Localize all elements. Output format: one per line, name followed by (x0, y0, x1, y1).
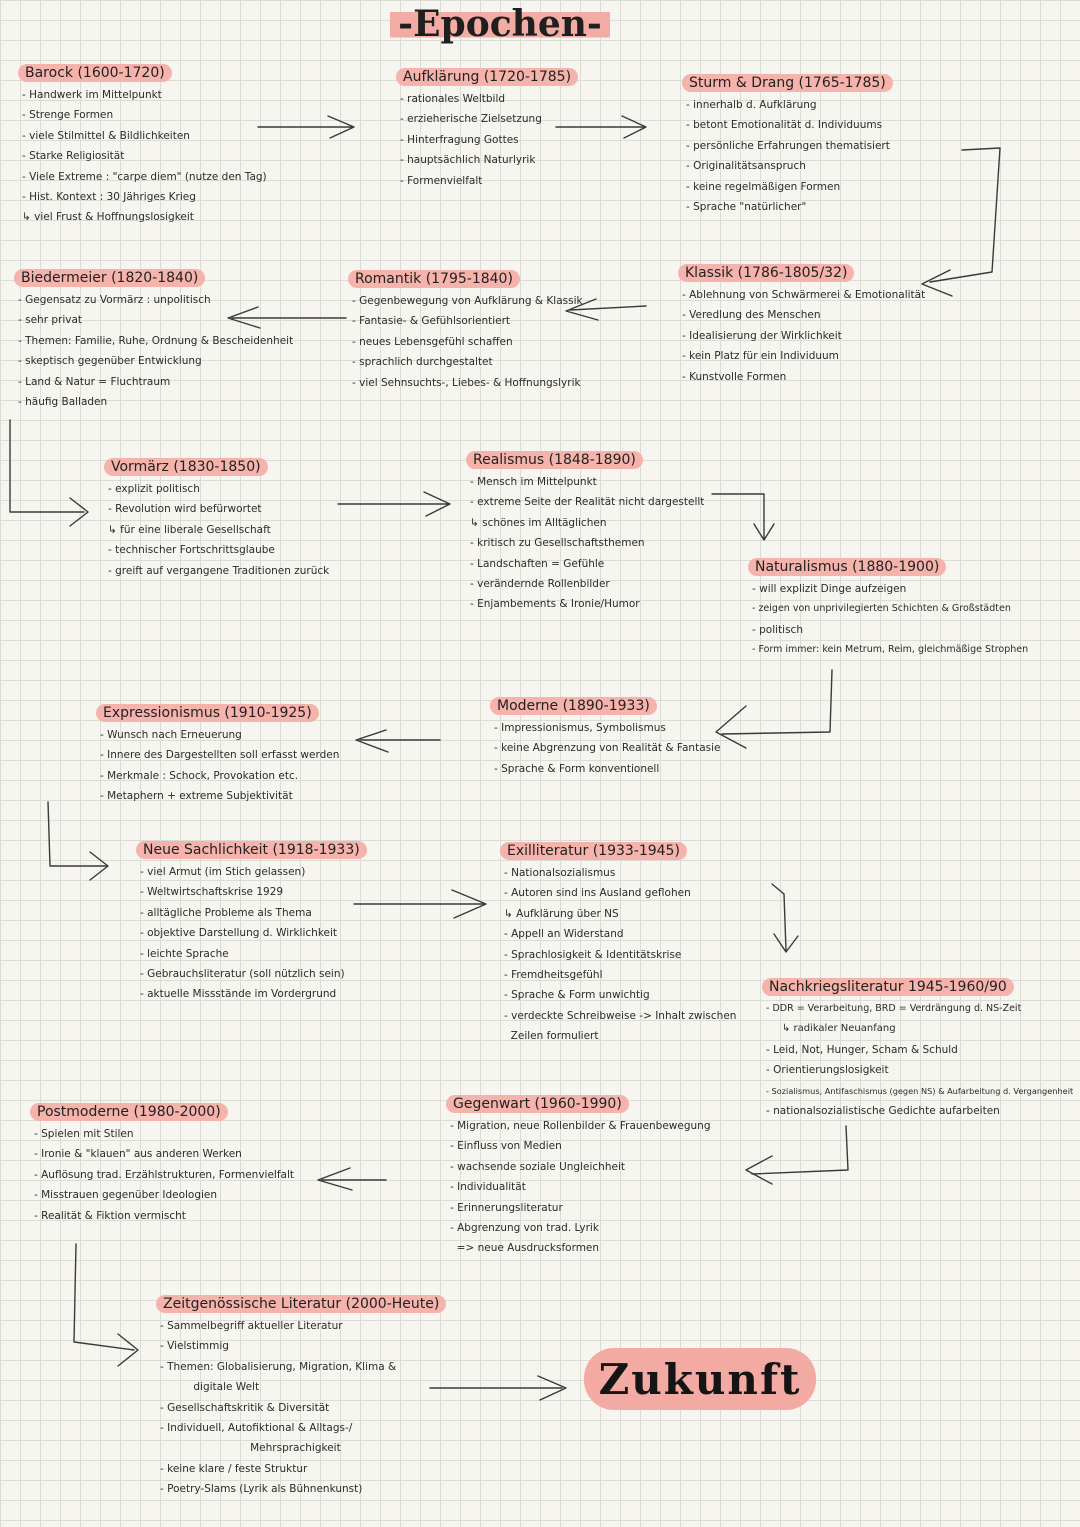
list-item: - zeigen von unprivilegierten Schichten & Großstädten (752, 603, 1011, 615)
epoch-exilliteratur (504, 840, 736, 1047)
epoch-title: Neue Sachlichkeit (1918-1933) (136, 841, 367, 859)
list-item: - persönliche Erfahrungen thematisiert (686, 139, 890, 152)
list-item: - Sozialismus, Antifaschismus (gegen NS) & Aufarbeitung d. Vergangenheit (766, 1085, 1074, 1096)
list-item: - erzieherische Zielsetzung (400, 113, 542, 126)
arrow-neue-sachlichkeit-to-exil (354, 890, 486, 918)
epoch-vormaerz (108, 456, 329, 581)
epoch-items (100, 725, 339, 807)
arrow-realismus-to-naturalismus (712, 494, 774, 540)
list-item: - leichte Sprache (140, 947, 229, 960)
epoch-title: Barock (1600-1720) (18, 64, 172, 82)
list-item: - keine Abgrenzung von Realität & Fantasie (494, 742, 721, 755)
list-item: - keine klare / feste Struktur (160, 1462, 308, 1475)
epoch-realismus (470, 449, 704, 615)
list-item: - technischer Fortschrittsglaube (108, 544, 275, 557)
epoch-neue-sachlichkeit (140, 839, 367, 1005)
epoch-title: Realismus (1848-1890) (466, 451, 643, 469)
list-item: - Landschaften = Gefühle (470, 557, 605, 570)
list-item: - will explizit Dinge aufzeigen (752, 583, 907, 595)
epoch-sturm-und-drang (686, 72, 893, 217)
epoch-title: Expressionismus (1910-1925) (96, 704, 319, 722)
epoch-title: Klassik (1786-1805/32) (678, 264, 854, 282)
list-item: - Spielen mit Stilen (34, 1128, 134, 1140)
list-item: - hauptsächlich Naturlyrik (400, 154, 536, 167)
epoch-items (18, 290, 293, 412)
list-item: - Enjambements & Ironie/Humor (470, 598, 640, 611)
list-item: ↳ viel Frust & Hoffnungslosigkeit (22, 211, 194, 224)
list-item: ↳ für eine liberale Gesellschaft (108, 523, 271, 536)
epoch-title: Romantik (1795-1840) (348, 270, 520, 288)
epoch-items (160, 1316, 446, 1500)
epoch-items (766, 999, 1073, 1121)
list-item: - Abgrenzung von trad. Lyrik (450, 1222, 599, 1235)
list-item: - Sprache "natürlicher" (686, 201, 807, 214)
list-item: => neue Ausdrucksformen (450, 1242, 600, 1255)
epoch-items (682, 285, 925, 387)
arrow-barock-to-aufklaerung (258, 116, 354, 138)
list-item: - Fantasie- & Gefühlsorientiert (352, 315, 511, 328)
epoch-title: Nachkriegsliteratur 1945-1960/90 (762, 978, 1014, 996)
epoch-title: Naturalismus (1880-1900) (748, 558, 946, 576)
list-item: - aktuelle Missstände im Vordergrund (140, 988, 337, 1001)
epoch-title: Exilliteratur (1933-1945) (500, 842, 687, 860)
list-item: - Form immer: kein Metrum, Reim, gleichmäßige Strophen (752, 644, 1029, 656)
list-item: - Nationalsozialismus (504, 867, 616, 879)
list-item: - Gebrauchsliteratur (soll nützlich sein) (140, 968, 345, 981)
list-item: - Themen: Familie, Ruhe, Ordnung & Bescheidenheit (18, 334, 294, 347)
epoch-postmoderne (34, 1101, 294, 1226)
list-item: - Originalitätsanspruch (686, 160, 806, 173)
list-item: - Metaphern + extreme Subjektivität (100, 790, 293, 803)
arrow-expressionismus-to-neue-sachlichkeit (48, 802, 108, 880)
epoch-items (494, 718, 720, 779)
epoch-gegenwart (450, 1093, 711, 1259)
list-item: Zeilen formuliert (504, 1030, 599, 1043)
list-item: - Individuell, Autofiktional & Alltags-/ (160, 1422, 353, 1435)
list-item: - verändernde Rollenbilder (470, 578, 610, 591)
list-item: - kein Platz für ein Individuum (682, 350, 839, 363)
epoch-biedermeier (18, 267, 293, 412)
list-item: - Idealisierung der Wirklichkeit (682, 329, 842, 342)
list-item: - Gegenbewegung von Aufklärung & Klassik (352, 295, 583, 307)
list-item: Mehrsprachigkeit (160, 1442, 341, 1455)
epoch-naturalismus (752, 556, 1028, 661)
list-item: - Migration, neue Rollenbilder & Frauenbewegung (450, 1120, 711, 1132)
epoch-items (352, 291, 583, 393)
list-item: - Sammelbegriff aktueller Literatur (160, 1320, 343, 1332)
list-item: - verdeckte Schreibweise -> Inhalt zwischen (504, 1009, 737, 1022)
list-item: - Sprache & Form unwichtig (504, 989, 650, 1002)
epoch-title: Gegenwart (1960-1990) (446, 1095, 629, 1113)
list-item: - greift auf vergangene Traditionen zurück (108, 564, 330, 577)
epoch-title: Zeitgenössische Literatur (2000-Heute) (156, 1295, 446, 1313)
list-item: - Innere des Dargestellten soll erfasst werden (100, 749, 340, 762)
list-item: - häufig Balladen (18, 396, 108, 409)
epoch-title: Sturm & Drang (1765-1785) (682, 74, 893, 92)
list-item: - Formenvielfalt (400, 174, 483, 187)
epoch-klassik (682, 262, 925, 387)
list-item: - Vielstimmig (160, 1340, 229, 1353)
list-item: - Orientierungslosigkeit (766, 1064, 889, 1077)
list-item: - rationales Weltbild (400, 93, 506, 105)
list-item: - viel Armut (im Stich gelassen) (140, 866, 306, 878)
list-item: - Misstrauen gegenüber Ideologien (34, 1189, 218, 1202)
zukunft-label (584, 1348, 816, 1410)
epoch-title: Vormärz (1830-1850) (104, 458, 268, 476)
page-title-text: -Epochen- (390, 3, 610, 45)
list-item: - viele Stilmittel & Bildlichkeiten (22, 129, 190, 142)
list-item: - Einfluss von Medien (450, 1140, 562, 1153)
zukunft-text: Zukunft (598, 1354, 802, 1404)
epoch-title: Moderne (1890-1933) (490, 697, 657, 715)
list-item: - Leid, Not, Hunger, Scham & Schuld (766, 1043, 958, 1056)
list-item: - Mensch im Mittelpunkt (470, 476, 597, 488)
epoch-barock (22, 62, 267, 228)
epoch-nachkriegsliteratur (766, 976, 1073, 1121)
list-item: - neues Lebensgefühl schaffen (352, 335, 513, 348)
list-item: - explizit politisch (108, 483, 200, 495)
list-item: - politisch (752, 623, 803, 636)
epoch-items (686, 95, 893, 217)
list-item: - Viele Extreme : "carpe diem" (nutze den Tag) (22, 170, 267, 183)
list-item: ↳ radikaler Neuanfang (766, 1023, 896, 1035)
list-item: - extreme Seite der Realität nicht dargestellt (470, 496, 705, 509)
epoch-moderne (494, 695, 720, 779)
list-item: ↳ Aufklärung über NS (504, 907, 619, 920)
list-item: - Veredlung des Menschen (682, 309, 821, 322)
epoch-items (400, 89, 578, 191)
epoch-items (22, 85, 267, 228)
list-item: - Ironie & "klauen" aus anderen Werken (34, 1148, 242, 1161)
list-item: - Wunsch nach Erneuerung (100, 729, 242, 741)
list-item: - sehr privat (18, 314, 83, 327)
list-item: - Starke Religiosität (22, 150, 125, 163)
epoch-romantik (352, 268, 583, 393)
list-item: - DDR = Verarbeitung, BRD = Verdrängung d. NS-Zeit (766, 1003, 1022, 1014)
epoch-title: Biedermeier (1820-1840) (14, 269, 205, 287)
list-item: - Auflösung trad. Erzählstrukturen, Formenvielfalt (34, 1168, 294, 1181)
list-item: - Realität & Fiktion vermischt (34, 1209, 186, 1222)
list-item: - Appell an Widerstand (504, 928, 624, 941)
epoch-items (140, 862, 367, 1005)
arrow-moderne-to-expressionismus (356, 730, 440, 752)
list-item: - Individualität (450, 1181, 526, 1194)
page-title (382, 2, 618, 46)
list-item: - Handwerk im Mittelpunkt (22, 89, 162, 101)
list-item: - viel Sehnsuchts-, Liebes- & Hoffnungslyrik (352, 376, 581, 389)
arrow-nachkrieg-to-gegenwart (746, 1126, 848, 1184)
epoch-items (470, 472, 704, 615)
list-item: - wachsende soziale Ungleichheit (450, 1160, 625, 1173)
list-item: - Land & Natur = Fluchtraum (18, 375, 171, 388)
list-item: - Sprachlosigkeit & Identitätskrise (504, 948, 682, 961)
list-item: - keine regelmäßigen Formen (686, 180, 841, 193)
list-item: digitale Welt (160, 1381, 260, 1394)
list-item: ↳ schönes im Alltäglichen (470, 516, 607, 529)
list-item: - betont Emotionalität d. Individuums (686, 119, 883, 132)
epoch-items (108, 479, 329, 581)
list-item: - Hinterfragung Gottes (400, 133, 519, 146)
list-item: - Gegensatz zu Vormärz : unpolitisch (18, 294, 211, 306)
list-item: - Sprache & Form konventionell (494, 762, 660, 775)
epoch-items (34, 1124, 294, 1226)
list-item: - Poetry-Slams (Lyrik als Bühnenkunst) (160, 1483, 363, 1496)
epoch-items (450, 1116, 711, 1259)
list-item: - Themen: Globalisierung, Migration, Klima & (160, 1360, 397, 1373)
arrow-exil-to-nachkrieg (772, 884, 798, 952)
epoch-aufklaerung (400, 66, 578, 191)
list-item: - nationalsozialistische Gedichte aufarbeiten (766, 1105, 1000, 1118)
list-item: - innerhalb d. Aufklärung (686, 99, 817, 111)
epoch-items (752, 579, 1028, 661)
list-item: - Gesellschaftskritik & Diversität (160, 1401, 330, 1414)
list-item: - Erinnerungsliteratur (450, 1201, 563, 1214)
list-item: - Ablehnung von Schwärmerei & Emotionalität (682, 289, 926, 301)
arrow-biedermeier-to-vormaerz (10, 420, 88, 526)
list-item: - Impressionismus, Symbolismus (494, 722, 666, 734)
epoch-zeitgenoessische-literatur (160, 1293, 446, 1500)
arrow-naturalismus-to-moderne (716, 670, 832, 748)
epoch-items (504, 863, 736, 1047)
list-item: - sprachlich durchgestaltet (352, 356, 493, 369)
list-item: - kritisch zu Gesellschaftsthemen (470, 537, 645, 550)
arrow-vormaerz-to-realismus (338, 492, 450, 516)
list-item: - objektive Darstellung d. Wirklichkeit (140, 927, 338, 940)
list-item: - skeptisch gegenüber Entwicklung (18, 355, 202, 368)
list-item: - Weltwirtschaftskrise 1929 (140, 886, 284, 899)
list-item: - Revolution wird befürwortet (108, 503, 262, 516)
arrow-zeitgenoessisch-to-zukunft (430, 1376, 566, 1400)
epoch-title: Aufklärung (1720-1785) (396, 68, 578, 86)
list-item: - Kunstvolle Formen (682, 370, 787, 383)
list-item: - Merkmale : Schock, Provokation etc. (100, 769, 299, 782)
arrow-sturm-to-klassik (922, 148, 1000, 296)
list-item: - Hist. Kontext : 30 Jähriges Krieg (22, 191, 196, 204)
list-item: - alltägliche Probleme als Thema (140, 906, 312, 919)
list-item: - Fremdheitsgefühl (504, 969, 603, 982)
epoch-title: Postmoderne (1980-2000) (30, 1103, 228, 1121)
arrow-postmoderne-to-zeitgenoessisch (74, 1244, 138, 1366)
epoch-expressionismus (100, 702, 339, 807)
list-item: - Autoren sind ins Ausland geflohen (504, 887, 691, 900)
arrow-gegenwart-to-postmoderne (318, 1168, 386, 1190)
list-item: - Strenge Formen (22, 109, 114, 122)
